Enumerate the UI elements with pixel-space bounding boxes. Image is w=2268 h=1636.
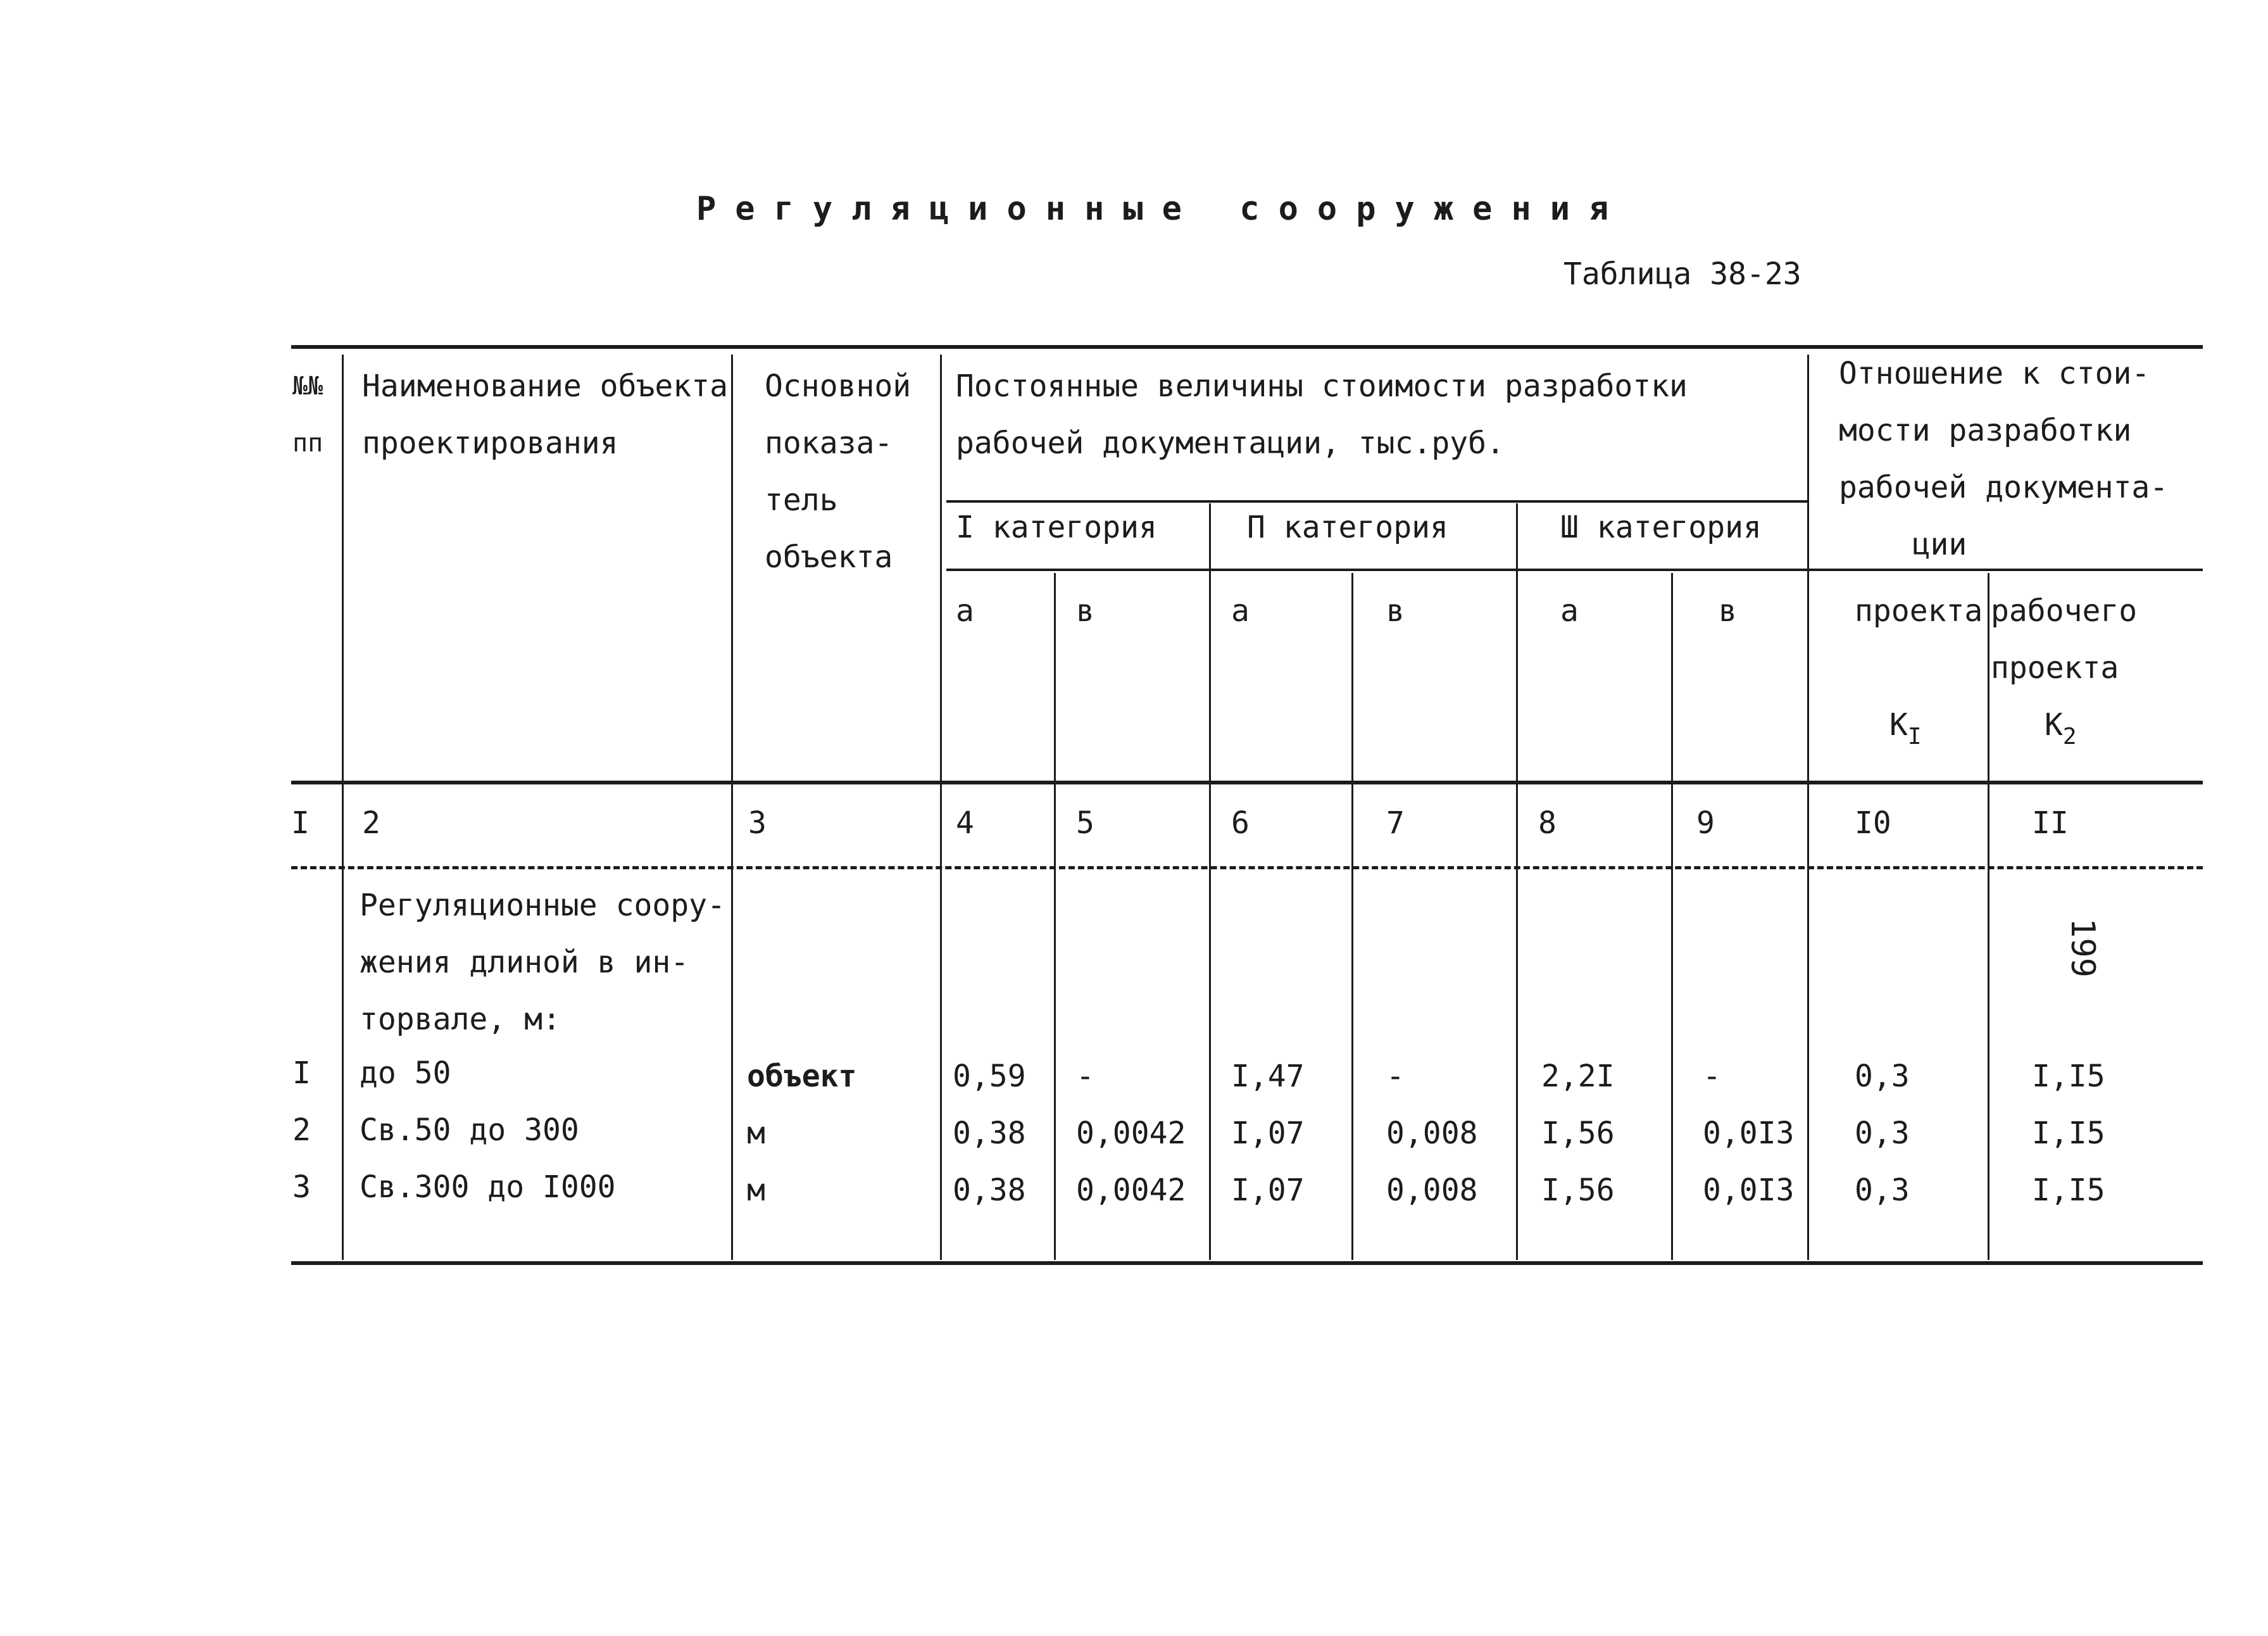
- vline-4: [1054, 573, 1056, 1260]
- row-cat3-a: I,56: [1541, 1116, 1615, 1151]
- section-label: Регуляционные соору- жения длиной в ин- торвале, м:: [360, 888, 725, 1037]
- row-cat1-b: -: [1076, 1059, 1094, 1094]
- row-cat2-a: I,07: [1231, 1116, 1305, 1151]
- row-cat3-a: I,56: [1541, 1173, 1615, 1208]
- row-cat2-b: -: [1386, 1059, 1405, 1094]
- row-k1: 0,3: [1855, 1059, 1910, 1094]
- table-number: Таблица 38-23: [1563, 256, 1801, 292]
- row-k2: I,I5: [2032, 1173, 2105, 1208]
- row-number: I: [292, 1055, 311, 1091]
- row-cat1-b: 0,0042: [1076, 1116, 1186, 1151]
- header-cat3-a: а: [1560, 593, 1579, 629]
- row-cat1-a: 0,38: [953, 1173, 1026, 1208]
- row-name: Св.50 до 300: [360, 1112, 579, 1148]
- row-k2: I,I5: [2032, 1116, 2105, 1151]
- rule-bottom: [291, 1261, 2203, 1265]
- row-name: Св.300 до I000: [360, 1169, 616, 1205]
- header-category-3: Ш категория: [1560, 510, 1762, 545]
- header-ratio-group: Отношение к стои- мости разработки рабочей документа- ции: [1839, 356, 2169, 562]
- header-category-1: I категория: [956, 510, 1157, 545]
- rule-numbers-bottom: [291, 866, 2203, 869]
- header-project: проекта: [1855, 593, 1983, 629]
- vline-6: [1351, 573, 1353, 1260]
- column-number: II: [2032, 805, 2069, 841]
- row-number: 3: [292, 1169, 311, 1205]
- row-k2: I,I5: [2032, 1059, 2105, 1094]
- vline-3: [940, 355, 942, 1260]
- row-cat1-a: 0,38: [953, 1116, 1026, 1151]
- row-unit: м: [747, 1173, 765, 1208]
- column-number: 2: [362, 805, 380, 841]
- page-number: 199: [2064, 918, 2102, 978]
- row-k1: 0,3: [1855, 1116, 1910, 1151]
- rule-header-bottom: [291, 781, 2203, 784]
- header-number: №№ пп: [292, 372, 323, 458]
- row-cat1-a: 0,59: [953, 1059, 1026, 1094]
- vline-5: [1209, 503, 1211, 1260]
- row-cat3-b: -: [1703, 1059, 1721, 1094]
- vline-8: [1671, 573, 1673, 1260]
- row-unit: объект: [747, 1059, 857, 1094]
- header-work-project: рабочего проекта: [1991, 593, 2138, 686]
- header-cat2-b: в: [1386, 593, 1405, 629]
- column-number: I0: [1855, 805, 1891, 841]
- header-cat2-a: а: [1231, 593, 1250, 629]
- row-cat3-a: 2,2I: [1541, 1059, 1615, 1094]
- row-name: до 50: [360, 1055, 451, 1091]
- row-cat3-b: 0,0I3: [1703, 1173, 1795, 1208]
- row-cat3-b: 0,0I3: [1703, 1116, 1795, 1151]
- header-cat1-b: в: [1076, 593, 1094, 629]
- row-unit: м: [747, 1116, 765, 1151]
- column-number: I: [291, 805, 310, 841]
- column-number: 7: [1386, 805, 1405, 841]
- row-cat2-a: I,07: [1231, 1173, 1305, 1208]
- header-cat1-a: а: [956, 593, 974, 629]
- column-number: 3: [748, 805, 767, 841]
- header-project-k: $К_I$: [1889, 707, 1922, 750]
- header-name: Наименование объекта проектирования: [362, 368, 728, 461]
- vline-7: [1516, 503, 1518, 1260]
- vline-2: [731, 355, 733, 1260]
- header-cat3-b: в: [1719, 593, 1737, 629]
- row-k1: 0,3: [1855, 1173, 1910, 1208]
- header-work-project-k: $К_2$: [2045, 707, 2077, 750]
- column-number: 9: [1696, 805, 1715, 841]
- document-title: Регуляционные сооружения: [696, 190, 1628, 228]
- row-cat1-b: 0,0042: [1076, 1173, 1186, 1208]
- vline-9: [1807, 355, 1809, 1260]
- column-number: 4: [956, 805, 974, 841]
- column-number: 8: [1538, 805, 1557, 841]
- vline-10: [1988, 573, 1989, 1260]
- row-cat2-b: 0,008: [1386, 1173, 1478, 1208]
- column-number: 6: [1231, 805, 1250, 841]
- header-indicator: Основной показа- тель объекта: [765, 368, 912, 575]
- header-costs-group: Постоянные величины стоимости разработки рабочей документации, тыс.руб.: [956, 368, 1688, 461]
- header-category-2: П категория: [1247, 510, 1448, 545]
- row-cat2-b: 0,008: [1386, 1116, 1478, 1151]
- row-cat2-a: I,47: [1231, 1059, 1305, 1094]
- row-number: 2: [292, 1112, 311, 1148]
- vline-1: [342, 355, 344, 1260]
- column-number: 5: [1076, 805, 1094, 841]
